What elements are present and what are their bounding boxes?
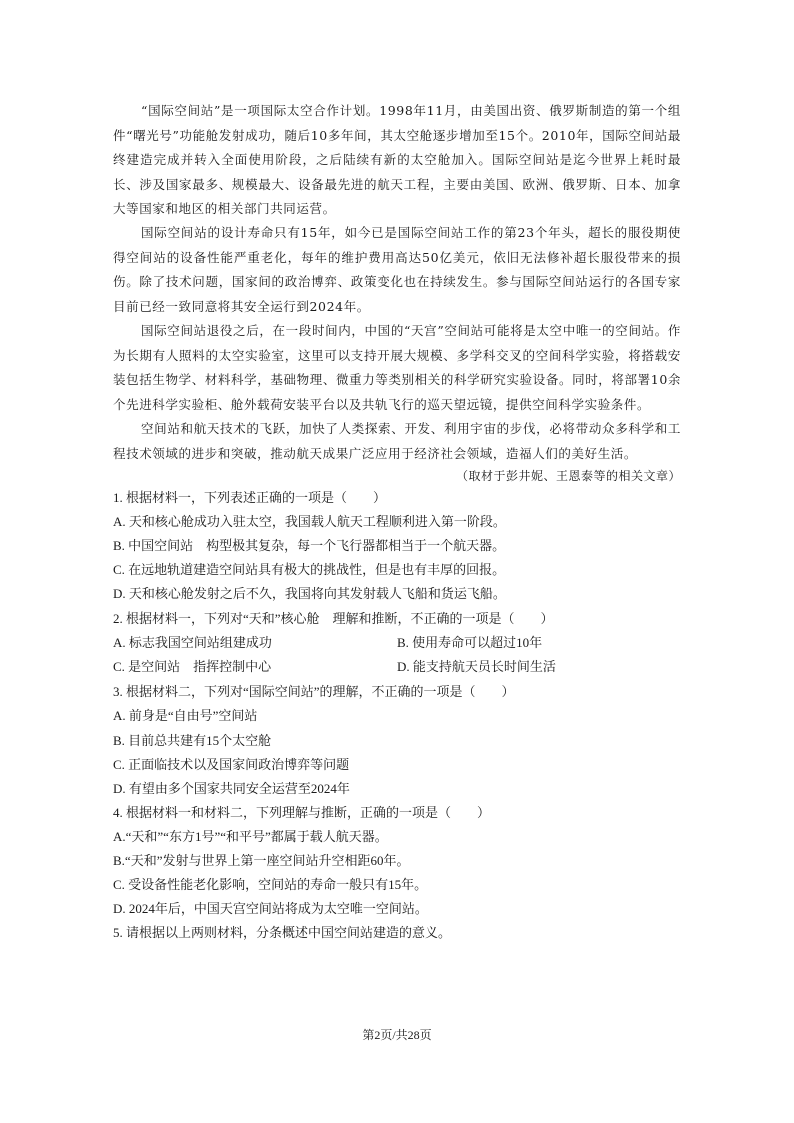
material-paragraph-3: 国际空间站退役之后，在一段时间内，中国的“天宫”空间站可能将是太空中唯一的空间站。作为长期有人照料的太空实验室，这里可以支持开展大规模、多学科交叉的空间科学实验，将搭载安装包括生物学、材料科学，基础物理、微重力等类别相关的科学研究实验设备。同时，将部署10余个先进科学实验柜、舱外载荷安装平台以及共轨飞行的巡天望远镜，提供空间科学实验条件。 <box>113 323 681 412</box>
question-1-option-d: D. 天和核心舱发射之后不久，我国将向其发射载人飞船和货运飞船。 <box>113 586 506 601</box>
question-4-stem: 4. 根据材料一和材料二，下列理解与推断，正确的一项是（ ） <box>113 805 491 820</box>
question-4-option-d: D. 2024年后，中国天宫空间站将成为太空唯一空间站。 <box>113 901 428 916</box>
question-2-option-d: D. 能支持航天员长时间生活 <box>397 659 556 674</box>
question-2-option-a: A. 标志我国空间站组建成功 <box>113 635 272 650</box>
question-4-option-b: B.“天和”发射与世界上第一座空间站升空相距60年。 <box>113 853 410 868</box>
question-3-option-c: C. 正面临技术以及国家间政治博弈等问题 <box>113 757 350 772</box>
source-citation: （取材于彭井妮、王恩泰等的相关文章） <box>455 469 681 483</box>
question-2-option-b: B. 使用寿命可以超过10年 <box>397 635 543 650</box>
question-1-option-a: A. 天和核心舱成功入驻太空，我国载人航天工程顺利进入第一阶段。 <box>113 514 506 529</box>
question-2-stem: 2. 根据材料一，下列对“天和”核心舱 理解和推断，不正确的一项是（ ） <box>113 611 554 626</box>
question-1-option-b: B. 中国空间站 构型极其复杂，每一个飞行器都相当于一个航天器。 <box>113 538 506 553</box>
question-2-option-c: C. 是空间站 指挥控制中心 <box>113 659 272 674</box>
question-4-option-c: C. 受设备性能老化影响，空间站的寿命一般只有15年。 <box>113 877 428 892</box>
material-paragraph-2: 国际空间站的设计寿命只有15年，如今已是国际空间站工作的第23个年头，超长的服役期使得空间站的设备性能严重老化，每年的维护费用高达50亿美元，依旧无法修补超长服役带来的损伤。除了技术问题，国家间的政治博弈、政策变化也在持续发生。参与国际空间站运行的各国专家目前已经一致同意将其安全运行到2024年。 <box>113 225 681 314</box>
question-3-stem: 3. 根据材料二，下列对“国际空间站”的理解，不正确的一项是（ ） <box>113 684 515 699</box>
question-3-option-a: A. 前身是“自由号”空间站 <box>113 708 258 723</box>
question-5-stem: 5. 请根据以上两则材料，分条概述中国空间站建造的意义。 <box>113 925 452 940</box>
question-4-option-a: A.“天和”“东方1号”“和平号”都属于载人航天器。 <box>113 829 388 844</box>
question-3-option-d: D. 有望由多个国家共同安全运营至2024年 <box>113 781 350 796</box>
question-3-option-b: B. 目前总共建有15个太空舱 <box>113 733 272 748</box>
material-paragraph-4: 空间站和航天技术的飞跃，加快了人类探索、开发、利用宇宙的步伐，必将带动众多科学和工程技术领域的进步和突破，推动航天成果广泛应用于经济社会领域，造福人们的美好生活。 <box>113 421 681 461</box>
page-number: 第2页/共28页 <box>362 1028 432 1042</box>
material-paragraph-1: “国际空间站”是一项国际太空合作计划。1998年11月，由美国出资、俄罗斯制造的第一个组件“曙光号”功能舱发射成功，随后10多年间，其太空舱逐步增加至15个。2010年，国际空间站最终建造完成并转入全面使用阶段，之后陆续有新的太空舱加入。国际空间站是迄今世界上耗时最长、涉及国家最多、规模最大、设备最先进的航天工程，主要由美国、欧洲、俄罗斯、日本、加拿大等国家和地区的相关部门共同运营。 <box>113 103 681 216</box>
question-1-option-c: C. 在远地轨道建造空间站具有极大的挑战性，但是也有丰厚的回报。 <box>113 562 506 577</box>
question-1-stem: 1. 根据材料一，下列表述正确的一项是（ ） <box>113 490 387 505</box>
